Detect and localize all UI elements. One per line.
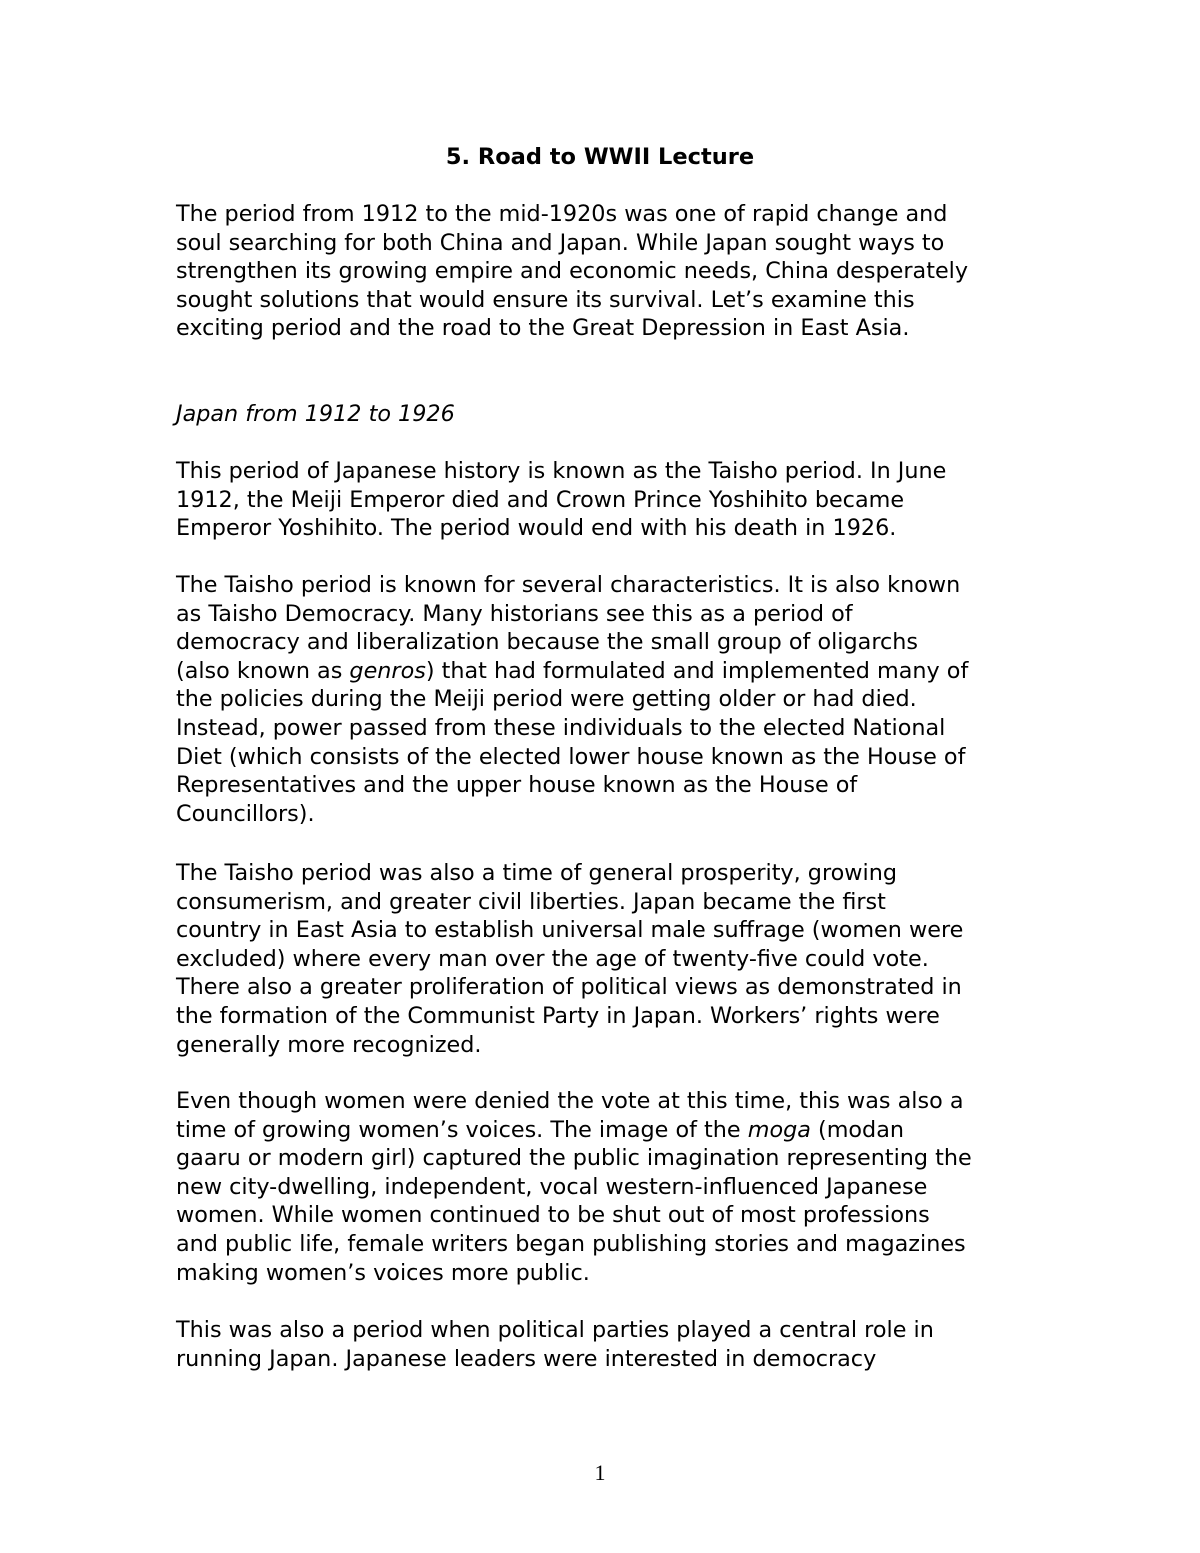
text-line: exciting period and the road to the Great Depression in East Asia. <box>176 315 910 342</box>
text-line: The Taisho period is known for several characteristics. It is also known <box>176 572 961 598</box>
text-line: consumerism, and greater civil liberties. Japan became the first <box>176 888 886 915</box>
text-line: democracy and liberalization because the small group of oligarchs <box>176 629 919 656</box>
text-line: women. While women continued to be shut out of most professions <box>176 1202 930 1229</box>
page-number: 1 <box>594 1460 606 1485</box>
text-line: as Taisho Democracy. Many historians see this as a period of <box>176 600 853 627</box>
text-line <box>176 657 1036 686</box>
section-heading: Japan from 1912 to 1926 <box>176 401 455 427</box>
text-line: Instead, power passed from these individuals to the elected National <box>176 714 946 741</box>
text-line: Diet (which consists of the elected lower house known as the House of <box>176 743 966 770</box>
text-line: The Taisho period was also a time of general prosperity, growing <box>176 860 897 886</box>
text-line: soul searching for both China and Japan. While Japan sought ways to <box>176 229 945 256</box>
text-line: The period from 1912 to the mid-1920s was one of rapid change and <box>176 201 948 227</box>
text-line: Councillors). <box>176 800 315 827</box>
page-title: 5. Road to WWII Lecture <box>445 144 755 170</box>
text-line: 1912, the Meiji Emperor died and Crown Prince Yoshihito became <box>176 486 905 513</box>
paragraph-taisho-intro <box>176 457 1036 543</box>
text-line: excluded) where every man over the age of twenty-five could vote. <box>176 945 929 972</box>
paragraph-taisho-democracy <box>176 571 1036 828</box>
text-line: the policies during the Meiji period were getting older or had died. <box>176 686 917 713</box>
text-line: This was also a period when political parties played a central role in <box>176 1317 934 1343</box>
text-line: running Japan. Japanese leaders were interested in democracy <box>176 1345 877 1372</box>
italic-term-genros: genros <box>349 657 426 684</box>
text-run: (also known as <box>176 657 350 684</box>
text-line: sought solutions that would ensure its survival. Let’s examine this <box>176 286 915 313</box>
text-run: (modan <box>810 1116 905 1143</box>
text-line: country in East Asia to establish universal male suffrage (women were <box>176 917 964 944</box>
text-line: gaaru or modern girl) captured the public imagination representing the <box>176 1145 972 1172</box>
paragraph-political-parties <box>176 1316 1036 1373</box>
text-line: generally more recognized. <box>176 1031 482 1058</box>
text-run: ) that had formulated and implemented many of <box>425 657 969 684</box>
text-line <box>176 1116 1036 1145</box>
text-line: Even though women were denied the vote at this time, this was also a <box>176 1088 964 1114</box>
italic-term-moga: moga <box>747 1116 811 1143</box>
paragraph-womens-voices <box>176 1087 1036 1287</box>
text-line: There also a greater proliferation of political views as demonstrated in <box>176 974 962 1001</box>
text-line: strengthen its growing empire and economic needs, China desperately <box>176 258 969 285</box>
text-line: making women’s voices more public. <box>176 1259 590 1286</box>
paragraph-prosperity <box>176 859 1036 1059</box>
text-line: Representatives and the upper house known as the House of <box>176 772 858 799</box>
text-line: This period of Japanese history is known as the Taisho period. In June <box>176 458 947 484</box>
text-run: time of growing women’s voices. The image of the <box>176 1116 748 1143</box>
intro-paragraph <box>176 200 1036 343</box>
text-line: and public life, female writers began publishing stories and magazines <box>176 1230 966 1257</box>
text-line: the formation of the Communist Party in Japan. Workers’ rights were <box>176 1002 940 1029</box>
text-line: Emperor Yoshihito. The period would end with his death in 1926. <box>176 515 897 542</box>
text-line: new city-dwelling, independent, vocal western-influenced Japanese <box>176 1173 928 1200</box>
